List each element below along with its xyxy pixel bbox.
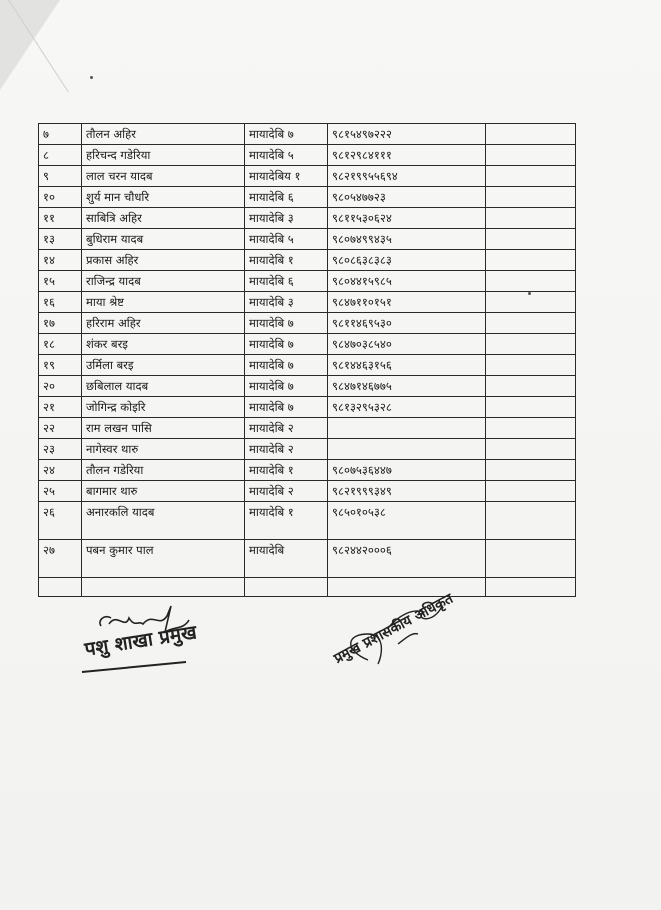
address-cell: मायादेबि ७ [245,124,328,145]
name-cell: शुर्य मान चौधरि [82,187,245,208]
address-cell: मायादेबि ३ [245,208,328,229]
serial-number-cell: २२ [39,418,82,439]
table-body [39,124,576,597]
name-cell: छबिलाल यादब [82,376,245,397]
remarks-cell [486,397,576,418]
address-cell: मायादेबि ३ [245,292,328,313]
remarks-cell [486,271,576,292]
address-cell: मायादेबि १ [245,250,328,271]
phone-cell: ९८१४४६३१५६ [328,355,486,376]
address-cell: मायादेबि २ [245,439,328,460]
table-row [39,166,576,187]
name-cell: उर्मिला बरइ [82,355,245,376]
table-row [39,145,576,166]
name-cell: राम लखन पासि [82,418,245,439]
remarks-cell [486,187,576,208]
remarks-cell [486,439,576,460]
serial-number-cell: १३ [39,229,82,250]
remarks-cell [486,540,576,578]
remarks-cell [486,208,576,229]
table-row [39,376,576,397]
name-cell: हरिराम अहिर [82,313,245,334]
address-cell: मायादेबि १ [245,502,328,540]
name-cell: लाल चरन यादब [82,166,245,187]
empty-cell [245,578,328,597]
empty-table-row [39,578,576,597]
name-cell: नागेस्वर थारु [82,439,245,460]
table-row [39,292,576,313]
phone-cell: ९८०४४१५९८५ [328,271,486,292]
serial-number-cell: १० [39,187,82,208]
address-cell: मायादेबि ७ [245,313,328,334]
folded-corner [0,0,60,90]
phone-cell: ९८४७११०१५१ [328,292,486,313]
name-cell: शंकर बरइ [82,334,245,355]
serial-number-cell: २० [39,376,82,397]
phone-cell [328,418,486,439]
remarks-cell [486,460,576,481]
phone-cell: ९८०७४९९४३५ [328,229,486,250]
address-cell: मायादेबि ७ [245,376,328,397]
name-cell: प्रकास अहिर [82,250,245,271]
phone-cell: ९८१३२९५३२८ [328,397,486,418]
remarks-cell [486,124,576,145]
remarks-cell [486,292,576,313]
remarks-cell [486,481,576,502]
name-cell: जोगिन्द्र कोइरि [82,397,245,418]
serial-number-cell: ९ [39,166,82,187]
phone-cell: ९८४७१४६७७५ [328,376,486,397]
serial-number-cell: २६ [39,502,82,540]
remarks-cell [486,502,576,540]
empty-cell [82,578,245,597]
remarks-cell [486,313,576,334]
table-row [39,502,576,540]
serial-number-cell: २४ [39,460,82,481]
name-cell: पबन कुमार पाल [82,540,245,578]
name-cell: बुधिराम यादब [82,229,245,250]
table-row [39,313,576,334]
phone-cell: ९८०७५३६४४७ [328,460,486,481]
serial-number-cell: ११ [39,208,82,229]
table-row [39,229,576,250]
remarks-cell [486,334,576,355]
name-cell: अनारकलि यादब [82,502,245,540]
table-row [39,334,576,355]
name-cell: बागमार थारु [82,481,245,502]
speck [90,76,93,79]
serial-number-cell: १४ [39,250,82,271]
serial-number-cell: २३ [39,439,82,460]
address-cell: मायादेबि ५ [245,229,328,250]
address-cell: मायादेबि ७ [245,397,328,418]
name-cell: माया श्रेष्ट [82,292,245,313]
phone-cell: ९८११५३०६२४ [328,208,486,229]
phone-cell: ९८२१९९९३४९ [328,481,486,502]
beneficiary-table [38,123,576,597]
phone-cell [328,439,486,460]
empty-cell [328,578,486,597]
empty-cell [486,578,576,597]
table-row [39,418,576,439]
table-row [39,208,576,229]
remarks-cell [486,145,576,166]
table-row [39,355,576,376]
phone-cell: ९८०८६३८३८३ [328,250,486,271]
address-cell: मायादेबि ७ [245,355,328,376]
serial-number-cell: १७ [39,313,82,334]
serial-number-cell: १९ [39,355,82,376]
address-cell: मायादेबि ६ [245,271,328,292]
remarks-cell [486,229,576,250]
address-cell: मायादेबि १ [245,460,328,481]
serial-number-cell: २१ [39,397,82,418]
address-cell: मायादेबि २ [245,418,328,439]
table-row [39,187,576,208]
table-row [39,250,576,271]
empty-cell [39,578,82,597]
address-cell: मायादेबि [245,540,328,578]
table-row [39,397,576,418]
serial-number-cell: १५ [39,271,82,292]
table-row [39,124,576,145]
phone-cell: ९८५०१०५३८ [328,502,486,540]
name-cell: तौलन गडेरिया [82,460,245,481]
address-cell: मायादेबि ६ [245,187,328,208]
phone-cell: ९८०५४७७२३ [328,187,486,208]
table-row [39,540,576,578]
remarks-cell [486,166,576,187]
left-stamp-underline [80,660,190,674]
serial-number-cell: १६ [39,292,82,313]
remarks-cell [486,418,576,439]
phone-cell: ९८४७०३८५४० [328,334,486,355]
phone-cell: ९८१२९८४१११ [328,145,486,166]
serial-number-cell: २५ [39,481,82,502]
serial-number-cell: १८ [39,334,82,355]
address-cell: मायादेबिय १ [245,166,328,187]
table-row [39,271,576,292]
phone-cell: ९८२४४२०००६ [328,540,486,578]
phone-cell: ९८२१९९५५६९४ [328,166,486,187]
remarks-cell [486,355,576,376]
address-cell: मायादेबि ५ [245,145,328,166]
table-row [39,460,576,481]
serial-number-cell: ७ [39,124,82,145]
left-stamp: पशु शाखा प्रमुख [83,621,199,661]
name-cell: साबित्रि अहिर [82,208,245,229]
phone-cell: ९८११४६९५३० [328,313,486,334]
remarks-cell [486,376,576,397]
name-cell: हरिचन्द गडेरिया [82,145,245,166]
right-stamp: प्रमुख प्रशासकीय अधिकृत [331,590,456,668]
serial-number-cell: ८ [39,145,82,166]
name-cell: तौलन अहिर [82,124,245,145]
table-row [39,439,576,460]
remarks-cell [486,250,576,271]
address-cell: मायादेबि ७ [245,334,328,355]
address-cell: मायादेबि २ [245,481,328,502]
serial-number-cell: २७ [39,540,82,578]
table-row [39,481,576,502]
name-cell: राजिन्द्र यादब [82,271,245,292]
phone-cell: ९८१५४९७२२२ [328,124,486,145]
